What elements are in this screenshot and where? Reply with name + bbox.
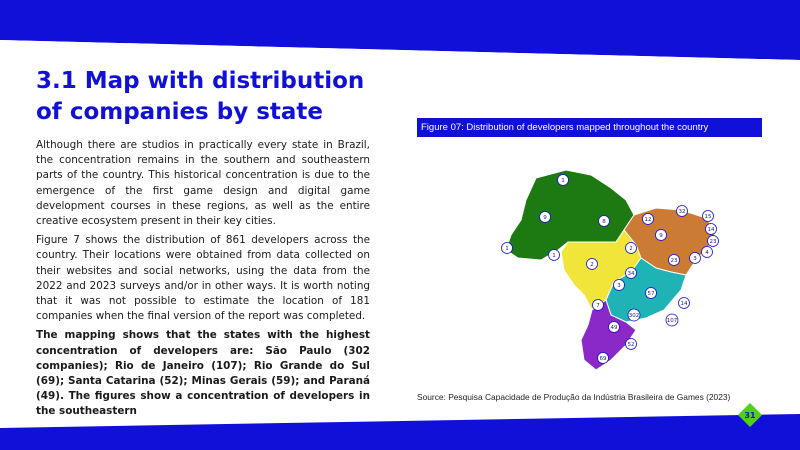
svg-text:107: 107 bbox=[666, 318, 678, 324]
marker-pi bbox=[656, 230, 667, 241]
section-title-line2: of companies by state bbox=[36, 99, 324, 125]
page-number: 31 bbox=[744, 411, 756, 420]
svg-text:9: 9 bbox=[543, 215, 547, 221]
paragraph-figure-description: Figure 7 shows the distribution of 861 developers across the country. Their locations were obtained from data collected on their websites and social networks, using the data from the 2022 and 2023 surveys and/or in other ways. It is worth noting that it was not possible to estimate the location of 181 companies when the final version of the report was completed. bbox=[36, 234, 370, 323]
svg-text:23: 23 bbox=[709, 239, 717, 245]
marker-mg bbox=[646, 288, 657, 299]
section-title-line1: 3.1 Map with distribution bbox=[36, 68, 365, 94]
marker-rs bbox=[598, 353, 609, 364]
svg-text:52: 52 bbox=[627, 342, 635, 348]
marker-ro bbox=[549, 250, 560, 261]
paragraph-state-ranking: The mapping shows that the states with the highest concentration of developers are: São Paulo (302 companies); Rio de Janeiro (107); Rio Grande do Sul (69); Santa Catarina (52); Minas Gerais (59); and Paraná (49). The figures show a concentration of developers in the southeastern bbox=[36, 329, 370, 418]
body-text bbox=[36, 138, 370, 424]
marker-pb bbox=[706, 224, 717, 235]
marker-se bbox=[690, 253, 701, 264]
marker-go bbox=[614, 280, 625, 291]
svg-text:7: 7 bbox=[596, 303, 600, 309]
svg-text:15: 15 bbox=[704, 214, 712, 220]
svg-text:1: 1 bbox=[505, 246, 509, 252]
svg-text:14: 14 bbox=[707, 227, 715, 233]
svg-text:4: 4 bbox=[705, 250, 709, 256]
svg-text:57: 57 bbox=[647, 291, 655, 297]
page-number-badge bbox=[738, 403, 762, 427]
marker-rr bbox=[558, 175, 569, 186]
svg-text:302: 302 bbox=[628, 313, 640, 319]
svg-text:9: 9 bbox=[659, 233, 663, 239]
svg-text:14: 14 bbox=[680, 301, 688, 307]
marker-pe bbox=[708, 236, 719, 247]
marker-df bbox=[626, 268, 637, 279]
svg-text:2: 2 bbox=[629, 246, 633, 252]
marker-mt bbox=[587, 259, 598, 270]
figure-source: Source: Pesquisa Capacidade de Produção da Indústria Brasileira de Games (2023) bbox=[417, 392, 731, 402]
svg-text:3: 3 bbox=[693, 256, 697, 262]
svg-text:1: 1 bbox=[552, 253, 556, 259]
top-header-band bbox=[0, 0, 800, 62]
marker-ba bbox=[669, 255, 680, 266]
marker-rj bbox=[666, 314, 678, 326]
marker-to bbox=[626, 243, 637, 254]
marker-ce bbox=[677, 206, 688, 217]
figure-caption: Figure 07: Distribution of developers mapped throughout the country bbox=[417, 118, 762, 137]
marker-pa bbox=[599, 216, 610, 227]
svg-text:23: 23 bbox=[670, 258, 678, 264]
bottom-footer-band bbox=[0, 414, 800, 450]
svg-text:2: 2 bbox=[590, 262, 594, 268]
marker-ma bbox=[643, 214, 654, 225]
marker-sp bbox=[628, 309, 640, 321]
marker-am bbox=[540, 212, 551, 223]
marker-sc bbox=[626, 339, 637, 350]
marker-rn bbox=[703, 211, 714, 222]
svg-text:8: 8 bbox=[602, 219, 606, 225]
svg-text:3: 3 bbox=[617, 283, 621, 289]
svg-text:34: 34 bbox=[627, 271, 635, 277]
svg-text:1: 1 bbox=[561, 178, 565, 184]
marker-ms bbox=[593, 300, 604, 311]
paragraph-intro: Although there are studios in practically every state in Brazil, the concentration remains in the southern and southeastern parts of the country. This historical concentration is due to the emergence of the first game design and digital game development courses in these regions, as well as the entire creative ecosystem present in their key cities. bbox=[36, 139, 370, 228]
marker-pr bbox=[609, 322, 620, 333]
svg-text:12: 12 bbox=[644, 217, 652, 223]
marker-es bbox=[679, 298, 690, 309]
svg-text:32: 32 bbox=[678, 209, 686, 215]
marker-ac bbox=[502, 243, 513, 254]
svg-text:69: 69 bbox=[599, 356, 607, 362]
marker-al bbox=[702, 247, 713, 258]
section-title bbox=[36, 66, 396, 128]
svg-text:49: 49 bbox=[610, 325, 618, 331]
brazil-map bbox=[496, 160, 726, 375]
